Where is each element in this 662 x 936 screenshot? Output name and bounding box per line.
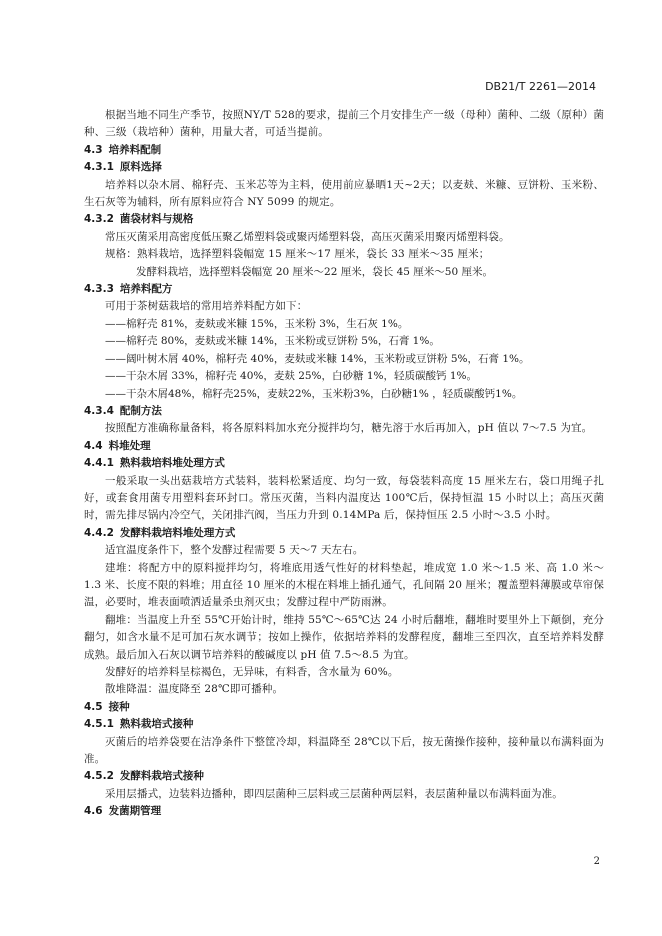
section-number: 4.3 xyxy=(84,143,103,156)
paragraph: 根据当地不同生产季节，按照NY/T 528的要求，提前三个月安排生产一级（母种）菌种、二级（原种）菌种、三级（栽培种）菌种，用量大者，可适当提前。 xyxy=(84,109,604,139)
section-heading xyxy=(84,455,604,472)
section-title: 发菌期管理 xyxy=(108,805,162,818)
section-number: 4.5 xyxy=(84,700,103,713)
formula-item: ——棉籽壳 81%，麦麸或米糠 15%，玉米粉 3%，生石灰 1%。 xyxy=(105,317,409,330)
section-heading xyxy=(84,716,604,733)
section-heading xyxy=(84,403,604,420)
formula-item: ——阔叶树木屑 40%，棉籽壳 40%，麦麸或米糠 14%，玉米粉或豆饼粉 5%，石膏 1%。 xyxy=(105,352,530,365)
section-title: 菌袋材料与规格 xyxy=(119,213,194,226)
page-number: 2 xyxy=(593,856,600,867)
section-title: 培养料配制 xyxy=(108,143,162,156)
section-number: 4.3.3 xyxy=(84,283,114,296)
section-title: 料堆处理 xyxy=(108,439,151,452)
section-number: 4.4 xyxy=(84,439,103,452)
section-number: 4.5.1 xyxy=(84,718,114,731)
section-number: 4.3.2 xyxy=(84,213,114,226)
section-number: 4.3.4 xyxy=(84,404,114,417)
paragraph: 培养料以杂木屑、棉籽壳、玉米芯等为主料，使用前应暴晒1天~2天；以麦麸、米糠、豆饼粉、玉米粉、生石灰等为辅料，所有原料应符合 NY 5099 的规定。 xyxy=(84,178,604,209)
paragraph: 常压灭菌采用高密度低压聚乙烯塑料袋或聚丙烯塑料袋，高压灭菌采用聚丙烯塑料袋。 xyxy=(105,230,510,243)
section-number: 4.6 xyxy=(84,805,103,818)
section-heading xyxy=(84,142,604,159)
paragraph: 采用层播式，边装料边播种，即四层菌种三层料或三层菌种两层料，表层菌种量以布满料面为准。 xyxy=(105,787,563,800)
section-title: 接种 xyxy=(108,700,130,713)
paragraph: 规格：熟料栽培，选择塑料袋幅宽 15 厘米～17 厘米，袋长 33 厘米～35 厘米； xyxy=(105,248,490,261)
section-number: 4.3.1 xyxy=(84,161,114,174)
section-title: 配制方法 xyxy=(119,404,162,417)
section-title: 原料选择 xyxy=(119,161,162,174)
section-number: 4.4.1 xyxy=(84,457,114,470)
section-heading xyxy=(84,768,604,785)
section-heading xyxy=(84,438,604,455)
formula-item: ——棉籽壳 80%，麦麸或米糠 14%，玉米粉或豆饼粉 5%，石膏 1%。 xyxy=(105,335,440,348)
section-heading xyxy=(84,699,604,716)
document-body xyxy=(84,107,604,821)
paragraph: 按照配方准确称量备料，将各原料料加水充分搅拌均匀，糖先溶于水后再加入，pH 值以 7～7.5 为宜。 xyxy=(105,422,593,435)
section-number: 4.4.2 xyxy=(84,526,114,539)
paragraph: 建堆：将配方中的原料搅拌均匀，将堆底用透气性好的材料垫起，堆成宽 1.0 米～1.5 米、高 1.0 米～1.3 米、长度不限的料堆；用直径 10 厘米的木棍在料堆上插孔通气，孔间隔 20 厘米；覆盖塑料薄膜或草帘保温，必要时，堆表面喷洒适量杀虫剂灭虫；发酵过程中严防雨淋。 xyxy=(84,561,604,609)
paragraph: 散堆降温：温度降至 28℃即可播种。 xyxy=(105,683,284,696)
section-title: 培养料配方 xyxy=(119,283,173,296)
section-heading xyxy=(84,803,604,820)
paragraph: 发酵好的培养料呈棕褐色，无异味，有料香，含水量为 60%。 xyxy=(105,666,399,678)
formula-item: ——干杂木屑48%，棉籽壳25%，麦麸22%，玉米粉3%，白砂糖1% ，轻质碳酸钙1%。 xyxy=(105,387,523,400)
section-heading xyxy=(84,281,604,298)
section-title: 发酵料栽培式接种 xyxy=(119,770,204,783)
section-heading xyxy=(84,159,604,176)
section-title: 发酵料栽培料堆处理方式 xyxy=(119,526,236,539)
paragraph: 翻堆：当温度上升至 55℃开始计时，维持 55℃～65℃达 24 小时后翻堆，翻堆时要里外上下颠倒，充分翻匀，如含水量不足可加石灰水调节；按如上操作，依据培养料的发酵程度，翻堆三至四次，直至培养料发酵成熟。最后加入石灰以调节培养料的酸碱度以 pH 值 7.5～8.5 为宜。 xyxy=(84,613,604,661)
section-heading xyxy=(84,525,604,542)
section-heading xyxy=(84,211,604,228)
formula-item: ——干杂木屑 33%，棉籽壳 40%，麦麸 25%，白砂糖 1%，轻质碳酸钙 1%。 xyxy=(105,370,478,383)
standard-number-header: DB21/T 2261—2014 xyxy=(485,80,596,93)
paragraph: 适宜温度条件下，整个发酵过程需要 5 天～7 天左右。 xyxy=(105,544,364,557)
section-number: 4.5.2 xyxy=(84,770,114,783)
section-title: 熟料栽培料堆处理方式 xyxy=(119,457,225,470)
section-title: 熟料栽培式接种 xyxy=(119,718,194,731)
paragraph: 一般采取一头出菇栽培方式装料，装料松紧适度、均匀一致，每袋装料高度 15 厘米左右，袋口用绳子扎好，或套食用菌专用塑料套环封口。常压灭菌，当料内温度达 100℃后，保持恒温 15 小时以上；高压灭菌时，需先排尽锅内冷空气，关闭排汽阀，当压力升到 0.14MPa 后，保持恒压 2.5 小时～3.5 小时。 xyxy=(84,474,604,522)
paragraph: 可用于茶树菇栽培的常用培养料配方如下： xyxy=(105,300,308,313)
paragraph: 灭菌后的培养袋要在洁净条件下整筐冷却，料温降至 28℃以下后，按无菌操作接种，接种量以布满料面为准。 xyxy=(84,735,604,766)
paragraph: 发酵料栽培，选择塑料袋幅宽 20 厘米～22 厘米，袋长 45 厘米～50 厘米。 xyxy=(136,265,493,278)
